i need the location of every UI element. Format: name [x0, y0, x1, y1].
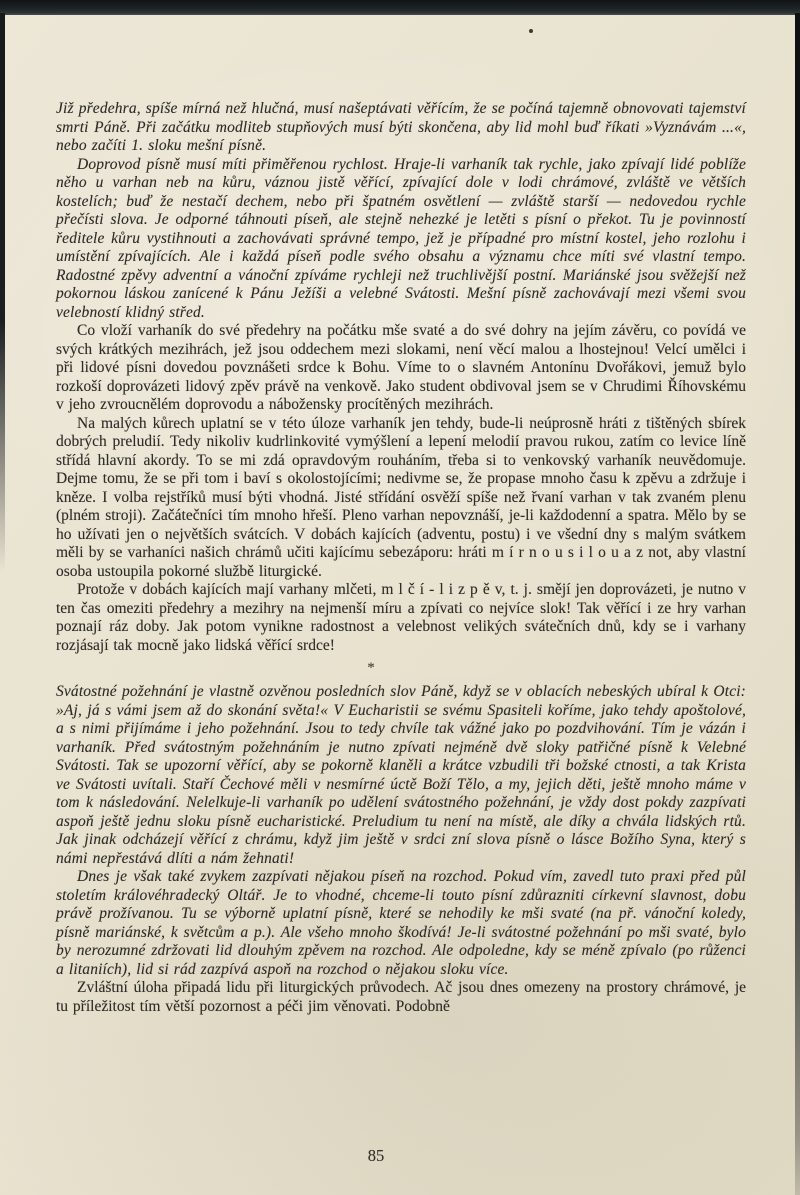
paragraph-farewell-song: Dnes je však také zvykem zazpívati nějakou píseň na rozchod. Pokud vím, zavedl tuto praxi před půl stoletím královéhradecký Oltář. Je to vhodné, chceme-li touto písní zdůrazniti církevní slavnost, dobu právě prožívanou. Tu se výborně uplatní písně, které se nehodily ke mši svaté (na př. vánoční koledy, písně mariánské, k světcům a p.). Ale všeho mnoho škodívá! Je-li svátostné požehnání po mši svaté, bylo by nerozumné zdržovati lid dlouhým zpěvem na rozchod. Ale odpoledne, kdy se méně zpívalo (po růženci a litaniích), lid si rád zazpívá aspoň na rozchod o nějakou sloku více. — [56, 868, 746, 978]
scan-top-edge — [0, 0, 800, 15]
scan-right-edge — [795, 13, 800, 1195]
page-number: 85 — [367, 1146, 385, 1165]
paragraph-benediction: Svátostné požehnání je vlastně ozvěnou posledních slov Páně, když se v oblacích nebeských ubíral k Otci: »Aj, já s vámi jsem až do skonání světa!« V Eucharistii se svému Spasiteli koříme, jako tehdy apoštolové, a s nimi přijímáme i jeho požehnání. Jsou to tedy chvíle tak vážné jako po pozdvihování. Tím je vázán i varhaník. Před svátostným požehnáním je nutno zpívati nejméně dvě sloky patřičné písně k Velebné Svátosti. Tak se upozorní věřící, aby se pokorně klaněli a krátce vzbudili tři božské ctnosti, a tak Krista ve Svátosti uvítali. Staří Čechové měli v nesmírné úctě Boží Tělo, a my, jejich děti, ještě mnoho máme v tom k následování. Nelelkuje-li varhaník po udělení svátostného požehnání, je vždy dost pokdy zazpívati aspoň ještě jednu sloku písně eucharistické. Preludium tu není na místě, ale díky a chvála lidských rtů. Jak jinak odcházejí věřící z chrámu, když jim ještě v srdci zní slova písně o lásce Božího Syna, který s námi nepřestává dlíti a nám žehnati! — [56, 683, 746, 867]
paragraph-small-choirs-registers: Na malých kůrech uplatní se v této úloze varhaník jen tehdy, bude-li neúprosně hráti z tištěných sbírek dobrých preludií. Tedy nikoliv kudrlinkovité vymýšlení a lepení melodií pravou rukou, zatím co levice líně střídá hlavní akordy. To se mi zdá opravdovým rouháním, třeba si to venkovský varhaník neuvědomuje. Dejme tomu, že se při tom i baví s okolostojícími; nedivme se, že propase mnoho času k zpěvu a zdržuje i kněze. I volba rejstříků musí býti vhodná. Jisté střídání osvěží spíše než řvaní varhan v tak zvaném plenu (plném stroji). Začátečníci tím mnoho hřeší. Pleno varhan nepovznáší, je-li každodenní a spatra. Mělo by se ho užívati jen o největších svátcích. V dobách kajících (adventu, postu) i ve všední dny s malým svátkem měli by se varhaníci našich chrámů učiti kajícímu sebezáporu: hráti m í r n o u s i l o u a z not, aby vlastní osoba ustoupila pokorné službě liturgické. — [56, 414, 746, 580]
scan-left-edge — [0, 13, 5, 573]
paragraph-liturgical-processions: Zvláštní úloha připadá lidu při liturgických průvodech. Ač jsou dnes omezeny na prostory chrámové, je tu příležitost tím větší pozornost a péči jim věnovati. Podobně — [56, 979, 746, 1015]
paragraph-penitential-seasons: Protože v dobách kajících mají varhany mlčeti, m l č í - l i z p ě v, t. j. smějí jen doprovázeti, je nutno v ten čas omeziti předehry a mezihry na nejmenší míru a zpívati co nejvíce slok! Tak věřící i ze hry varhan poznají ráz doby. Jak potom vynikne radostnost a velebnost velikých svátečních dnů, kdy se i varhany rozjásají tak mocně jako lidská věřící srdce! — [56, 581, 746, 654]
scan-speck — [529, 29, 533, 33]
page-content — [56, 100, 746, 1016]
paragraph-prelude-intro: Již předehra, spíše mírná než hlučná, musí našeptávati věřícím, že se počíná tajemně obnovovati tajemství smrti Páně. Při začátku modliteb stupňových musí býti skončena, aby lid mohl buď říkati »Vyznávám ...«, nebo začíti 1. sloku mešní písně. — [56, 100, 746, 154]
paragraph-preludes-interludes: Co vloží varhaník do své předehry na počátku mše svaté a do své dohry na jejím závěru, co povídá ve svých krátkých mezihrách, jež jsou oddechem mezi slokami, není věcí malou a lhostejnou! Velcí umělci i při lidové písni dovedou povznášeti srdce k Bohu. Víme to o slavném Antonínu Dvořákovi, jemuž bylo rozkoší doprovázeti lidový zpěv právě na venkově. Jako student obdivoval jsem se v Chrudimi Říhovskému v jeho zvroucnělém doprovodu a nábožensky procítěných mezihrách. — [56, 322, 746, 413]
section-separator: * — [367, 660, 375, 676]
paragraph-accompaniment-tempo: Doprovod písně musí míti přiměřenou rychlost. Hraje-li varhaník tak rychle, jako zpívají lidé poblíže něho u varhan neb na kůru, váznou jistě věřící, zpívající dole v lodi chrámové, zvláště ve větších kostelích; buď že nestačí dechem, nebo při špatném osvětlení — zvláště starší — nedovedou rychle přečísti slova. Je odporné táhnouti píseň, ale stejně nehezké je letěti s písní o překot. Tu je povinností ředitele kůru vystihnouti a zachovávati správné tempo, jež je případné pro místní kostel, jeho rozlohu i umístění zpívajících. Ale i každá píseň podle svého obsahu a významu chce míti své vlastní tempo. Radostné zpěvy adventní a vánoční zpíváme rychleji než truchlivější postní. Mariánské jsou svěžejší než pokornou láskou zanícené k Pánu Ježíši a velebné Svátosti. Mešní písně zachovávají mezi všemi svou velebností klidný střed. — [56, 155, 746, 321]
